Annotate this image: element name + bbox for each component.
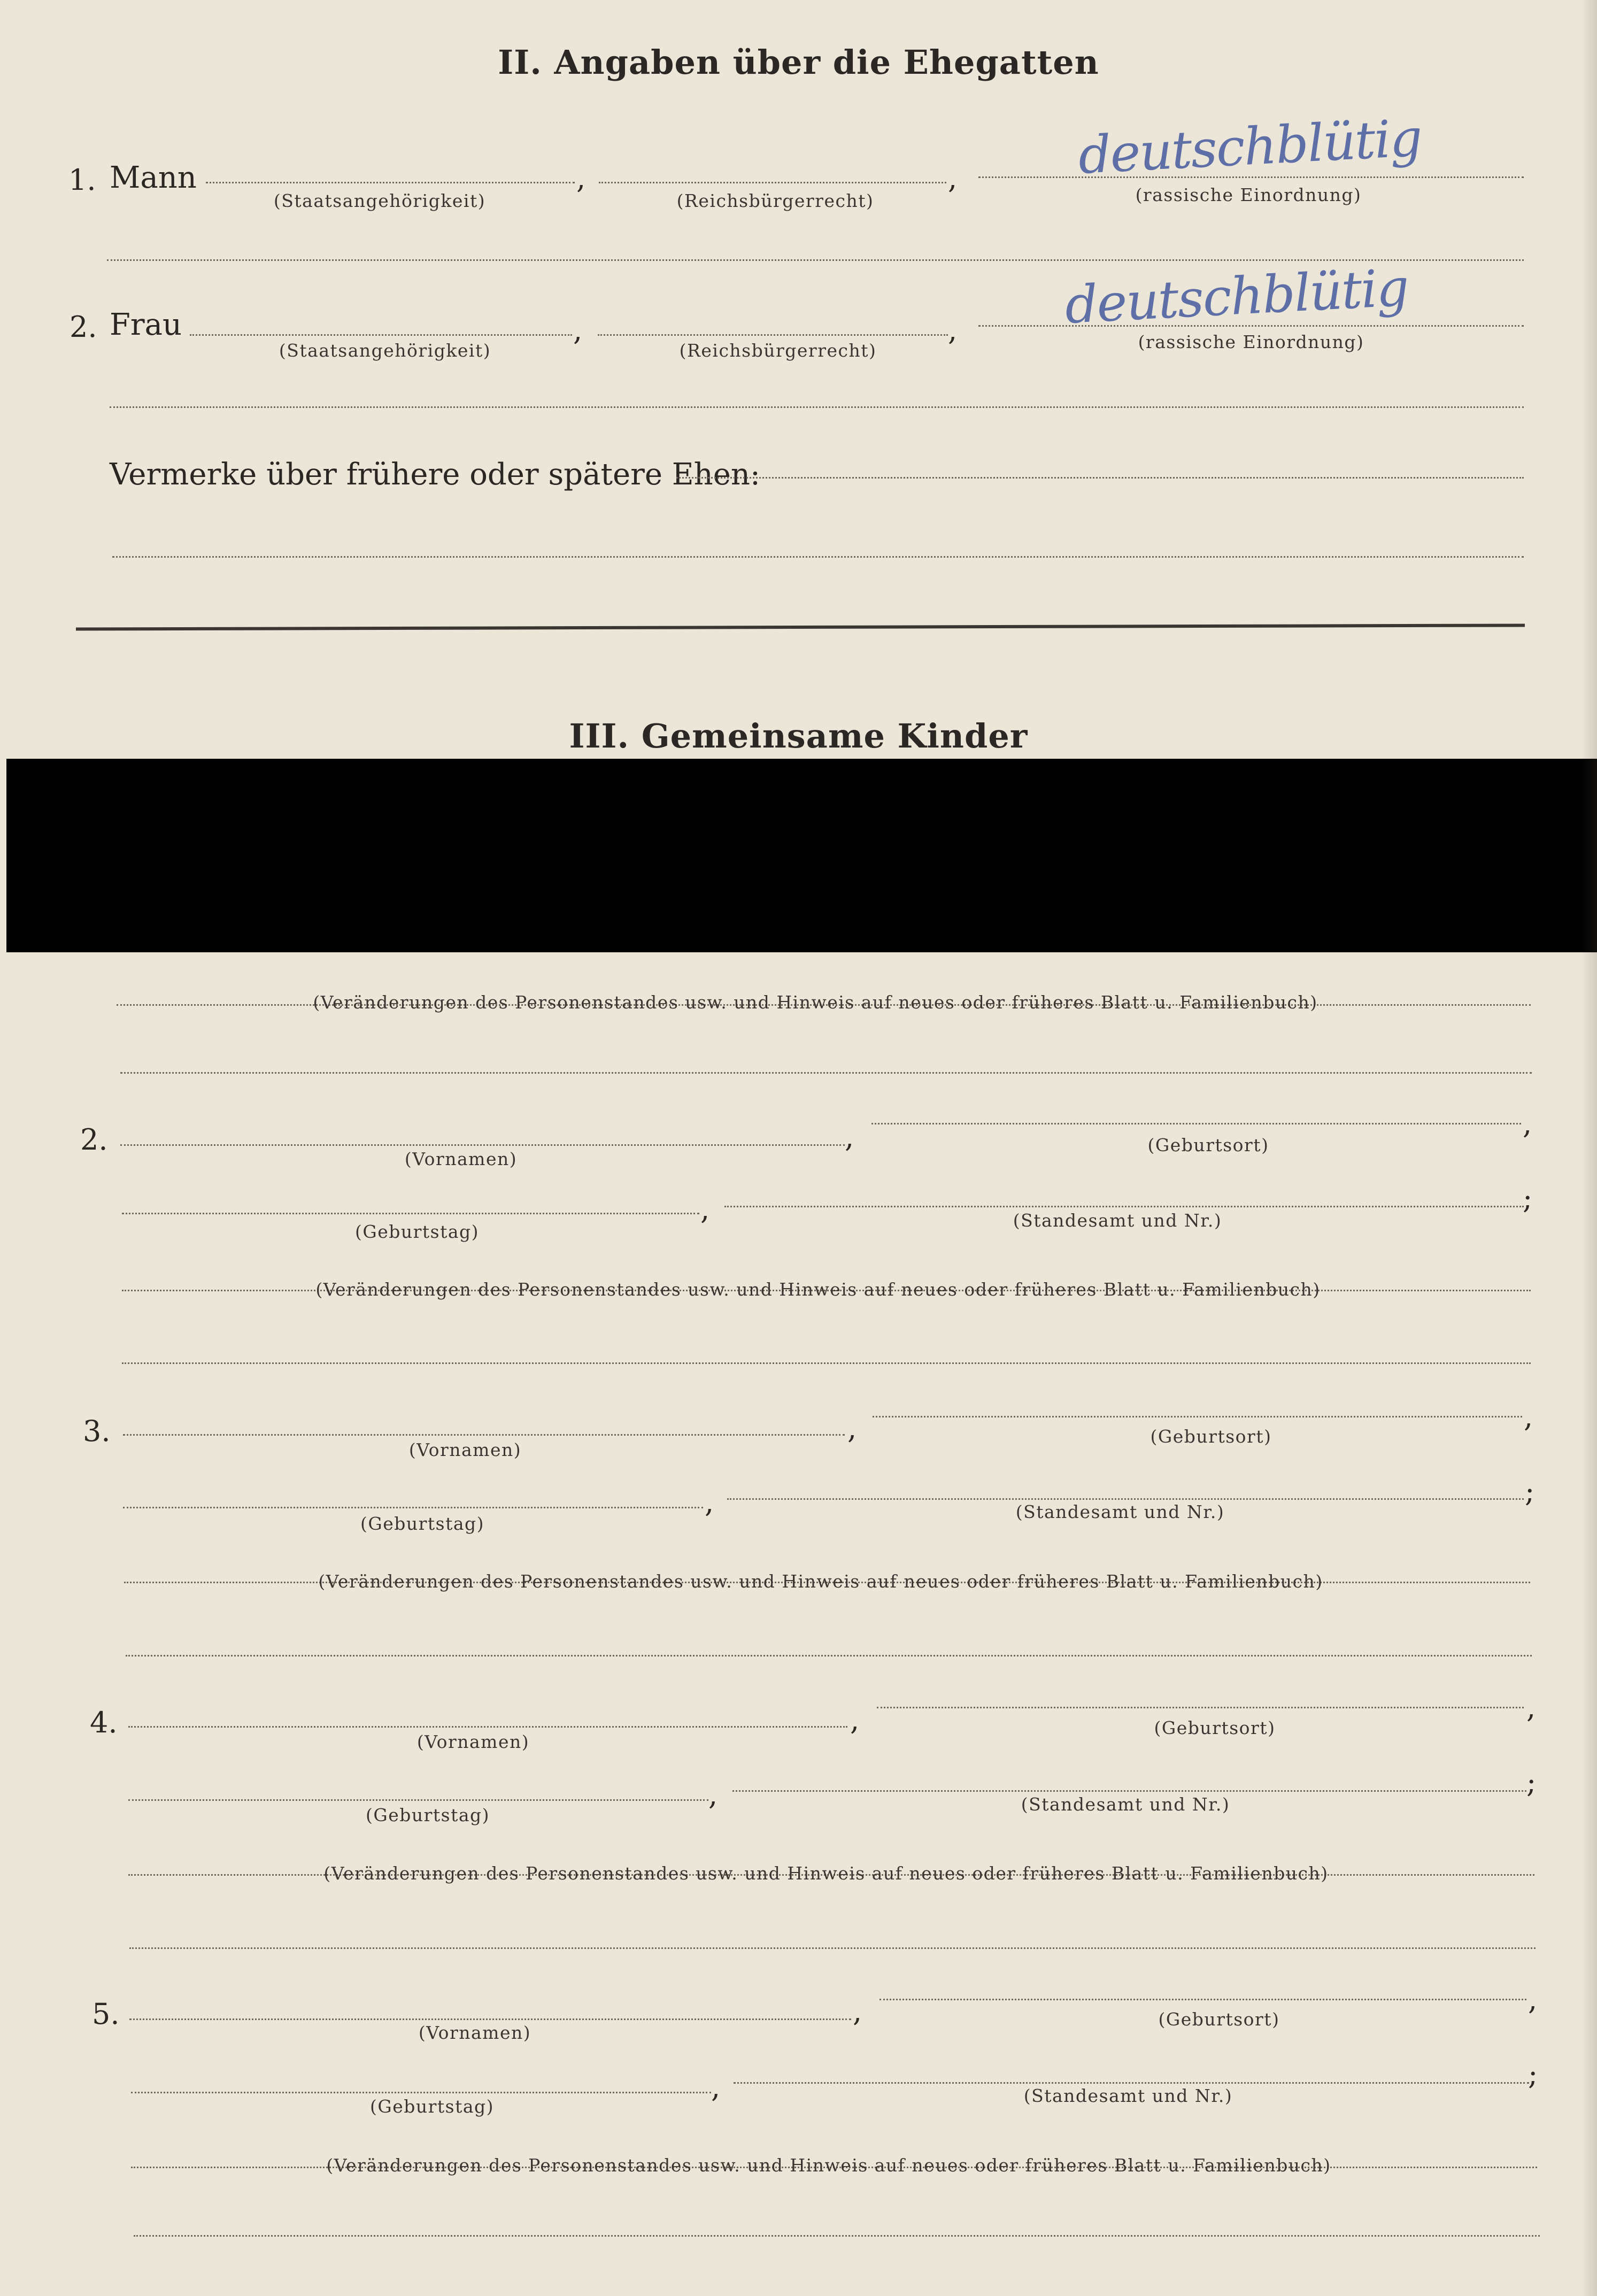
caption-registry: (Standesamt und Nr.) bbox=[1023, 2085, 1233, 2106]
handwritten-racial-value: deutschblütig bbox=[1063, 257, 1410, 335]
registry-line[interactable] bbox=[734, 2082, 1529, 2084]
continuation-line[interactable] bbox=[110, 406, 1524, 408]
firstnames-line[interactable] bbox=[129, 2018, 851, 2020]
racial-line[interactable] bbox=[978, 176, 1524, 178]
caption-nationality: (Staatsangehörigkeit) bbox=[279, 340, 491, 361]
caption-changes: (Veränderungen des Personenstandes usw. und Hinweis auf neues oder früheres Blatt u. Familienbuch) bbox=[323, 1863, 1329, 1884]
spouse-number: 2. bbox=[70, 310, 97, 344]
firstnames-line[interactable] bbox=[120, 1144, 845, 1146]
citizenship-line[interactable] bbox=[599, 182, 946, 183]
caption-nationality: (Staatsangehörigkeit) bbox=[273, 190, 486, 211]
spouse-label: Frau bbox=[110, 307, 182, 342]
section-2-heading: II. Angaben über die Ehegatten bbox=[498, 43, 1099, 82]
caption-racial: (rassische Einordnung) bbox=[1138, 332, 1364, 352]
caption-birthplace: (Geburtsort) bbox=[1150, 1426, 1272, 1447]
birthplace-line[interactable] bbox=[877, 1707, 1524, 1708]
birthplace-line[interactable] bbox=[873, 1416, 1522, 1417]
caption-changes: (Veränderungen des Personenstandes usw. und Hinweis auf neues oder früheres Blatt u. Familienbuch) bbox=[313, 992, 1318, 1013]
caption-birthday: (Geburtstag) bbox=[360, 1513, 485, 1534]
firstnames-line[interactable] bbox=[123, 1434, 845, 1436]
caption-firstnames: (Vornamen) bbox=[404, 1149, 518, 1169]
remarks-line-1[interactable] bbox=[676, 477, 1524, 479]
caption-registry: (Standesamt und Nr.) bbox=[1015, 1501, 1225, 1522]
nationality-line[interactable] bbox=[206, 182, 575, 183]
caption-changes: (Veränderungen des Personenstandes usw. und Hinweis auf neues oder früheres Blatt u. Familienbuch) bbox=[318, 1571, 1323, 1592]
caption-citizenship: (Reichsbürgerrecht) bbox=[679, 340, 877, 361]
caption-birthplace: (Geburtsort) bbox=[1154, 1717, 1276, 1738]
section-3-heading: III. Gemeinsame Kinder bbox=[569, 716, 1028, 756]
registry-line[interactable] bbox=[724, 1206, 1524, 1207]
birthplace-line[interactable] bbox=[871, 1123, 1521, 1124]
caption-firstnames: (Vornamen) bbox=[408, 1439, 522, 1460]
birthday-line[interactable] bbox=[122, 1213, 699, 1214]
caption-birthday: (Geburtstag) bbox=[369, 2096, 495, 2117]
birthday-line[interactable] bbox=[123, 1507, 703, 1508]
continuation-line[interactable] bbox=[107, 259, 1524, 261]
child-number: 4. bbox=[90, 1706, 118, 1739]
child-number: 5. bbox=[92, 1997, 120, 2031]
caption-firstnames: (Vornamen) bbox=[418, 2022, 531, 2043]
page-edge-shadow bbox=[1581, 0, 1597, 2296]
child-1-extra-line[interactable] bbox=[120, 1072, 1532, 1074]
caption-changes: (Veränderungen des Personenstandes usw. und Hinweis auf neues oder früheres Blatt u. Familienbuch) bbox=[315, 1279, 1321, 1300]
citizenship-line[interactable] bbox=[598, 334, 948, 336]
registry-line[interactable] bbox=[727, 1498, 1524, 1500]
birthplace-line[interactable] bbox=[879, 1999, 1526, 2000]
spouse-number: 1. bbox=[68, 163, 96, 197]
caption-birthday: (Geburtstag) bbox=[365, 1805, 490, 1825]
extra-line[interactable] bbox=[134, 2235, 1540, 2237]
birthday-line[interactable] bbox=[131, 2092, 711, 2093]
caption-registry: (Standesamt und Nr.) bbox=[1013, 1210, 1222, 1231]
caption-birthday: (Geburtstag) bbox=[354, 1221, 480, 1242]
caption-registry: (Standesamt und Nr.) bbox=[1021, 1794, 1230, 1815]
child-number: 2. bbox=[80, 1123, 108, 1157]
caption-firstnames: (Vornamen) bbox=[416, 1731, 530, 1752]
extra-line[interactable] bbox=[126, 1655, 1532, 1656]
caption-racial: (rassische Einordnung) bbox=[1135, 184, 1362, 205]
extra-line[interactable] bbox=[122, 1362, 1531, 1364]
spouse-label: Mann bbox=[110, 160, 197, 195]
caption-birthplace: (Geburtsort) bbox=[1147, 1135, 1269, 1155]
firstnames-line[interactable] bbox=[128, 1726, 847, 1728]
nationality-line[interactable] bbox=[190, 334, 572, 336]
section-divider bbox=[76, 623, 1525, 630]
registry-line[interactable] bbox=[732, 1790, 1526, 1792]
extra-line[interactable] bbox=[129, 1947, 1536, 1949]
child-number: 3. bbox=[83, 1414, 111, 1448]
caption-citizenship: (Reichsbürgerrecht) bbox=[676, 190, 874, 211]
birthday-line[interactable] bbox=[128, 1799, 708, 1801]
caption-birthplace: (Geburtsort) bbox=[1158, 2009, 1280, 2030]
remarks-line-2[interactable] bbox=[112, 556, 1524, 558]
redaction-bar bbox=[6, 759, 1597, 952]
handwritten-racial-value: deutschblütig bbox=[1077, 107, 1423, 186]
caption-changes: (Veränderungen des Personenstandes usw. und Hinweis auf neues oder früheres Blatt u. Familienbuch) bbox=[326, 2155, 1331, 2176]
remarks-label: Vermerke über frühere oder spätere Ehen: bbox=[110, 457, 760, 492]
